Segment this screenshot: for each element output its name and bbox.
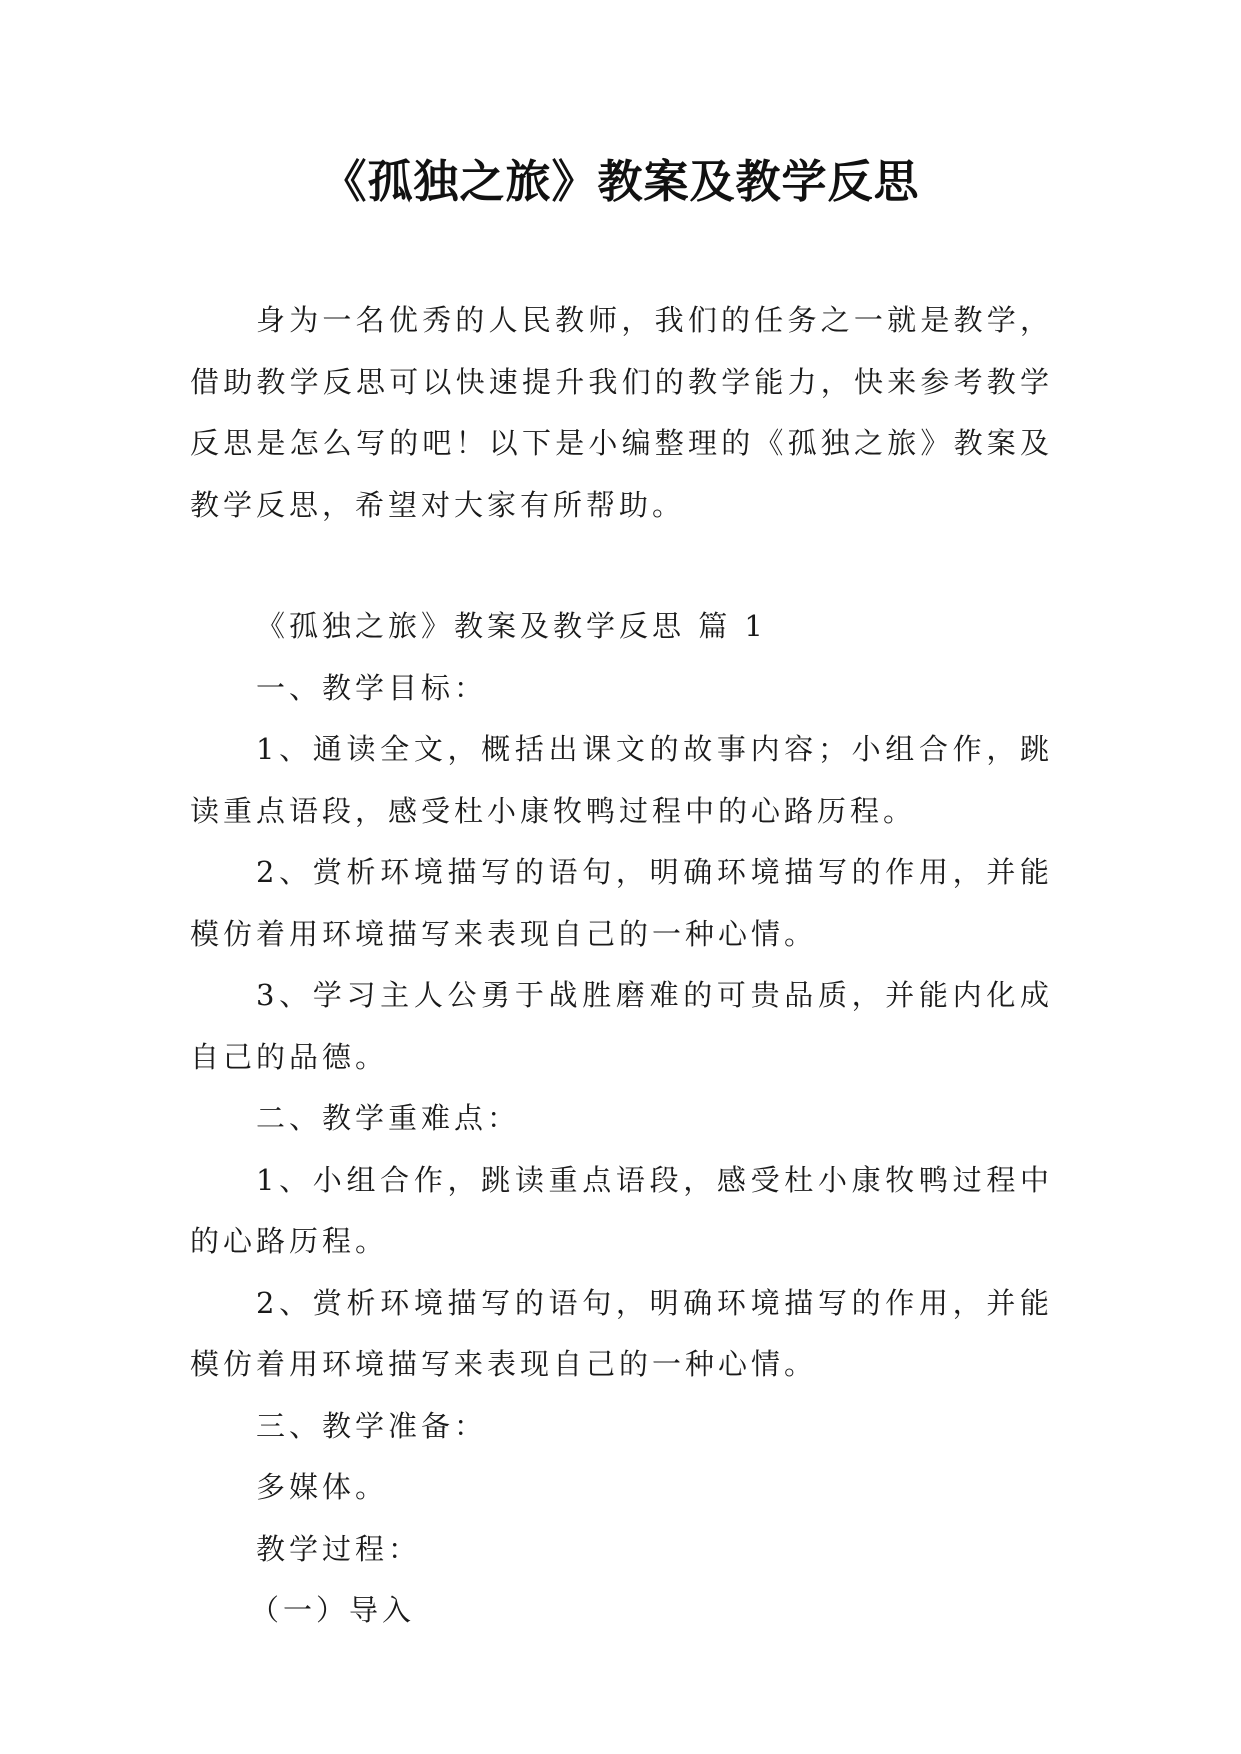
key-point-item-1: 1、小组合作，跳读重点语段，感受杜小康牧鸭过程中的心路历程。 [190, 1162, 1053, 1258]
goal-item-2: 2、赏析环境描写的语句，明确环境描写的作用，并能模仿着用环境描写来表现自己的一种心情。 [190, 855, 1053, 951]
prep-content: 多媒体。 [256, 1470, 389, 1504]
prep-heading: 三、教学准备： [256, 1408, 488, 1443]
process-step-1: （一）导入 [250, 1593, 416, 1627]
goal-item-1: 1、通读全文，概括出课文的故事内容；小组合作，跳读重点语段，感受杜小康牧鸭过程中的心路历程。 [190, 732, 1053, 828]
goal-item-3: 3、学习主人公勇于战胜磨难的可贵品质，并能内化成自己的品德。 [190, 978, 1053, 1074]
document-title: 《孤独之旅》教案及教学反思 [321, 155, 920, 208]
intro-paragraph: 身为一名优秀的人民教师，我们的任务之一就是教学，借助教学反思可以快速提升我们的教学能力，快来参考教学反思是怎么写的吧！以下是小编整理的《孤独之旅》教案及教学反思，希望对大家有所帮助。 [190, 303, 1053, 522]
document-body [190, 290, 1053, 1642]
goals-heading: 一、教学目标： [256, 670, 488, 705]
process-heading: 教学过程： [256, 1531, 422, 1566]
section-heading: 《孤独之旅》教案及教学反思 篇 1 [256, 609, 767, 643]
key-point-item-2: 2、赏析环境描写的语句，明确环境描写的作用，并能模仿着用环境描写来表现自己的一种心情。 [190, 1285, 1053, 1381]
key-points-heading: 二、教学重难点： [256, 1101, 521, 1135]
